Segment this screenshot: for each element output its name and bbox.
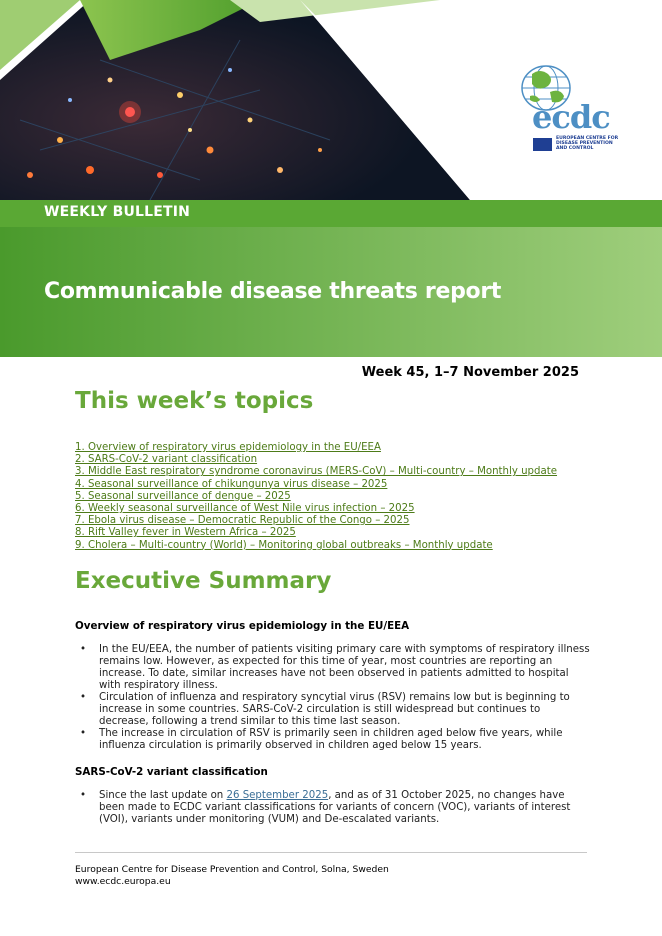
section-title: SARS-CoV-2 variant classification: [75, 766, 268, 778]
update-link[interactable]: 26 September 2025: [226, 790, 329, 801]
footer-divider: [75, 852, 587, 853]
topic-item: [75, 515, 557, 527]
topic-link[interactable]: 5. Seasonal surveillance of dengue – 2025: [75, 490, 291, 502]
bulletin-label: WEEKLY BULLETIN: [44, 204, 191, 220]
topic-link[interactable]: 4. Seasonal surveillance of chikungunya virus disease – 2025: [75, 478, 388, 490]
topic-item: [75, 454, 557, 466]
bullet-list: [75, 644, 590, 752]
bullet-item: • Circulation of influenza and respiratory syncytial virus (RSV) remains low but is beginning to increase in some countries. SARS-CoV-2 circulation is still widespread but continues to decrease, following a trend similar to this time last season.: [80, 692, 570, 727]
bullet-list: [75, 790, 590, 826]
logo-subtext: [556, 136, 618, 152]
section-title: Overview of respiratory virus epidemiology in the EU/EEA: [75, 620, 410, 632]
bullet-item: • The increase in circulation of RSV is primarily seen in children aged below five years, while influenza circulation is primarily observed in children aged below 15 years.: [80, 728, 563, 751]
topic-link[interactable]: 6. Weekly seasonal surveillance of West Nile virus infection – 2025: [75, 503, 415, 515]
topic-item: [75, 540, 557, 552]
topics-list: [75, 442, 557, 552]
footer-address: European Centre for Disease Prevention and Control, Solna, Sweden: [75, 864, 389, 875]
topic-link[interactable]: 2. SARS-CoV-2 variant classification: [75, 454, 258, 466]
bullet-text: Circulation of influenza and respiratory syncytial virus (RSV) remains low but is beginning to increase in some countries. SARS-CoV-2 circulation is still widespread but continues to decrease, following a trend similar to this time last season.: [99, 692, 570, 727]
report-title: Communicable disease threats report: [44, 279, 502, 304]
topic-item: [75, 466, 557, 478]
bullet-item: • In the EU/EEA, the number of patients visiting primary care with symptoms of respiratory illness remains low. However, as expected for this time of year, most countries are reporting an increase. To date, similar increases have not been observed in patients admitted to hospital with respiratory illness.: [80, 644, 590, 691]
topic-item: [75, 479, 557, 491]
topic-item: [75, 491, 557, 503]
footer: [75, 864, 389, 888]
logo-wordmark: ecdc: [532, 98, 610, 136]
logo-subtext-line: DISEASE PREVENTION: [556, 141, 613, 147]
logo-subtext-line: EUROPEAN CENTRE FOR: [556, 136, 619, 141]
topic-item: [75, 442, 557, 454]
week-label: Week 45, 1–7 November 2025: [361, 365, 579, 380]
topic-link[interactable]: 9. Cholera – Multi-country (World) – Monitoring global outbreaks – Monthly update: [75, 539, 493, 551]
topic-link[interactable]: 7. Ebola virus disease – Democratic Republic of the Congo – 2025: [75, 515, 410, 527]
topic-item: [75, 527, 557, 539]
header-banner: [0, 0, 662, 357]
topic-item: [75, 503, 557, 515]
bullet-item: • Since the last update on 26 September 2025, and as of 31 October 2025, no changes have been made to ECDC variant classifications for variants of concern (VOC), variants of interest (VOI), variants under monitoring (VUM) and De-escalated variants.: [80, 790, 571, 825]
topic-link[interactable]: 1. Overview of respiratory virus epidemiology in the EU/EEA: [75, 442, 381, 453]
executive-summary-heading: Executive Summary: [75, 568, 332, 594]
logo-subtext-line: AND CONTROL: [556, 146, 594, 152]
ecdc-logo: [510, 60, 620, 160]
bullet-text: , and as of 31 October 2025, no changes have been made to ECDC variant classifications for variants of concern (VOC), variants of interest (VOI), variants under monitoring (VUM) and De-escalated variants.: [99, 790, 571, 825]
bullet-text: Since the last update on: [99, 790, 227, 801]
eu-flag-icon: [533, 138, 552, 151]
bullet-text: In the EU/EEA, the number of patients visiting primary care with symptoms of respiratory illness remains low. However, as expected for this time of year, most countries are reporting an increase. To date, similar increases have not been observed in patients admitted to hospital with respiratory illness.: [99, 644, 590, 691]
topics-heading: This week’s topics: [75, 388, 314, 414]
footer-url: www.ecdc.europa.eu: [75, 876, 171, 887]
topic-link[interactable]: 8. Rift Valley fever in Western Africa – 2025: [75, 527, 296, 539]
bullet-text: The increase in circulation of RSV is primarily seen in children aged below five years, while influenza circulation is primarily observed in children aged below 15 years.: [99, 728, 563, 751]
topic-link[interactable]: 3. Middle East respiratory syndrome coronavirus (MERS-CoV) – Multi-country – Monthly update: [75, 466, 558, 478]
